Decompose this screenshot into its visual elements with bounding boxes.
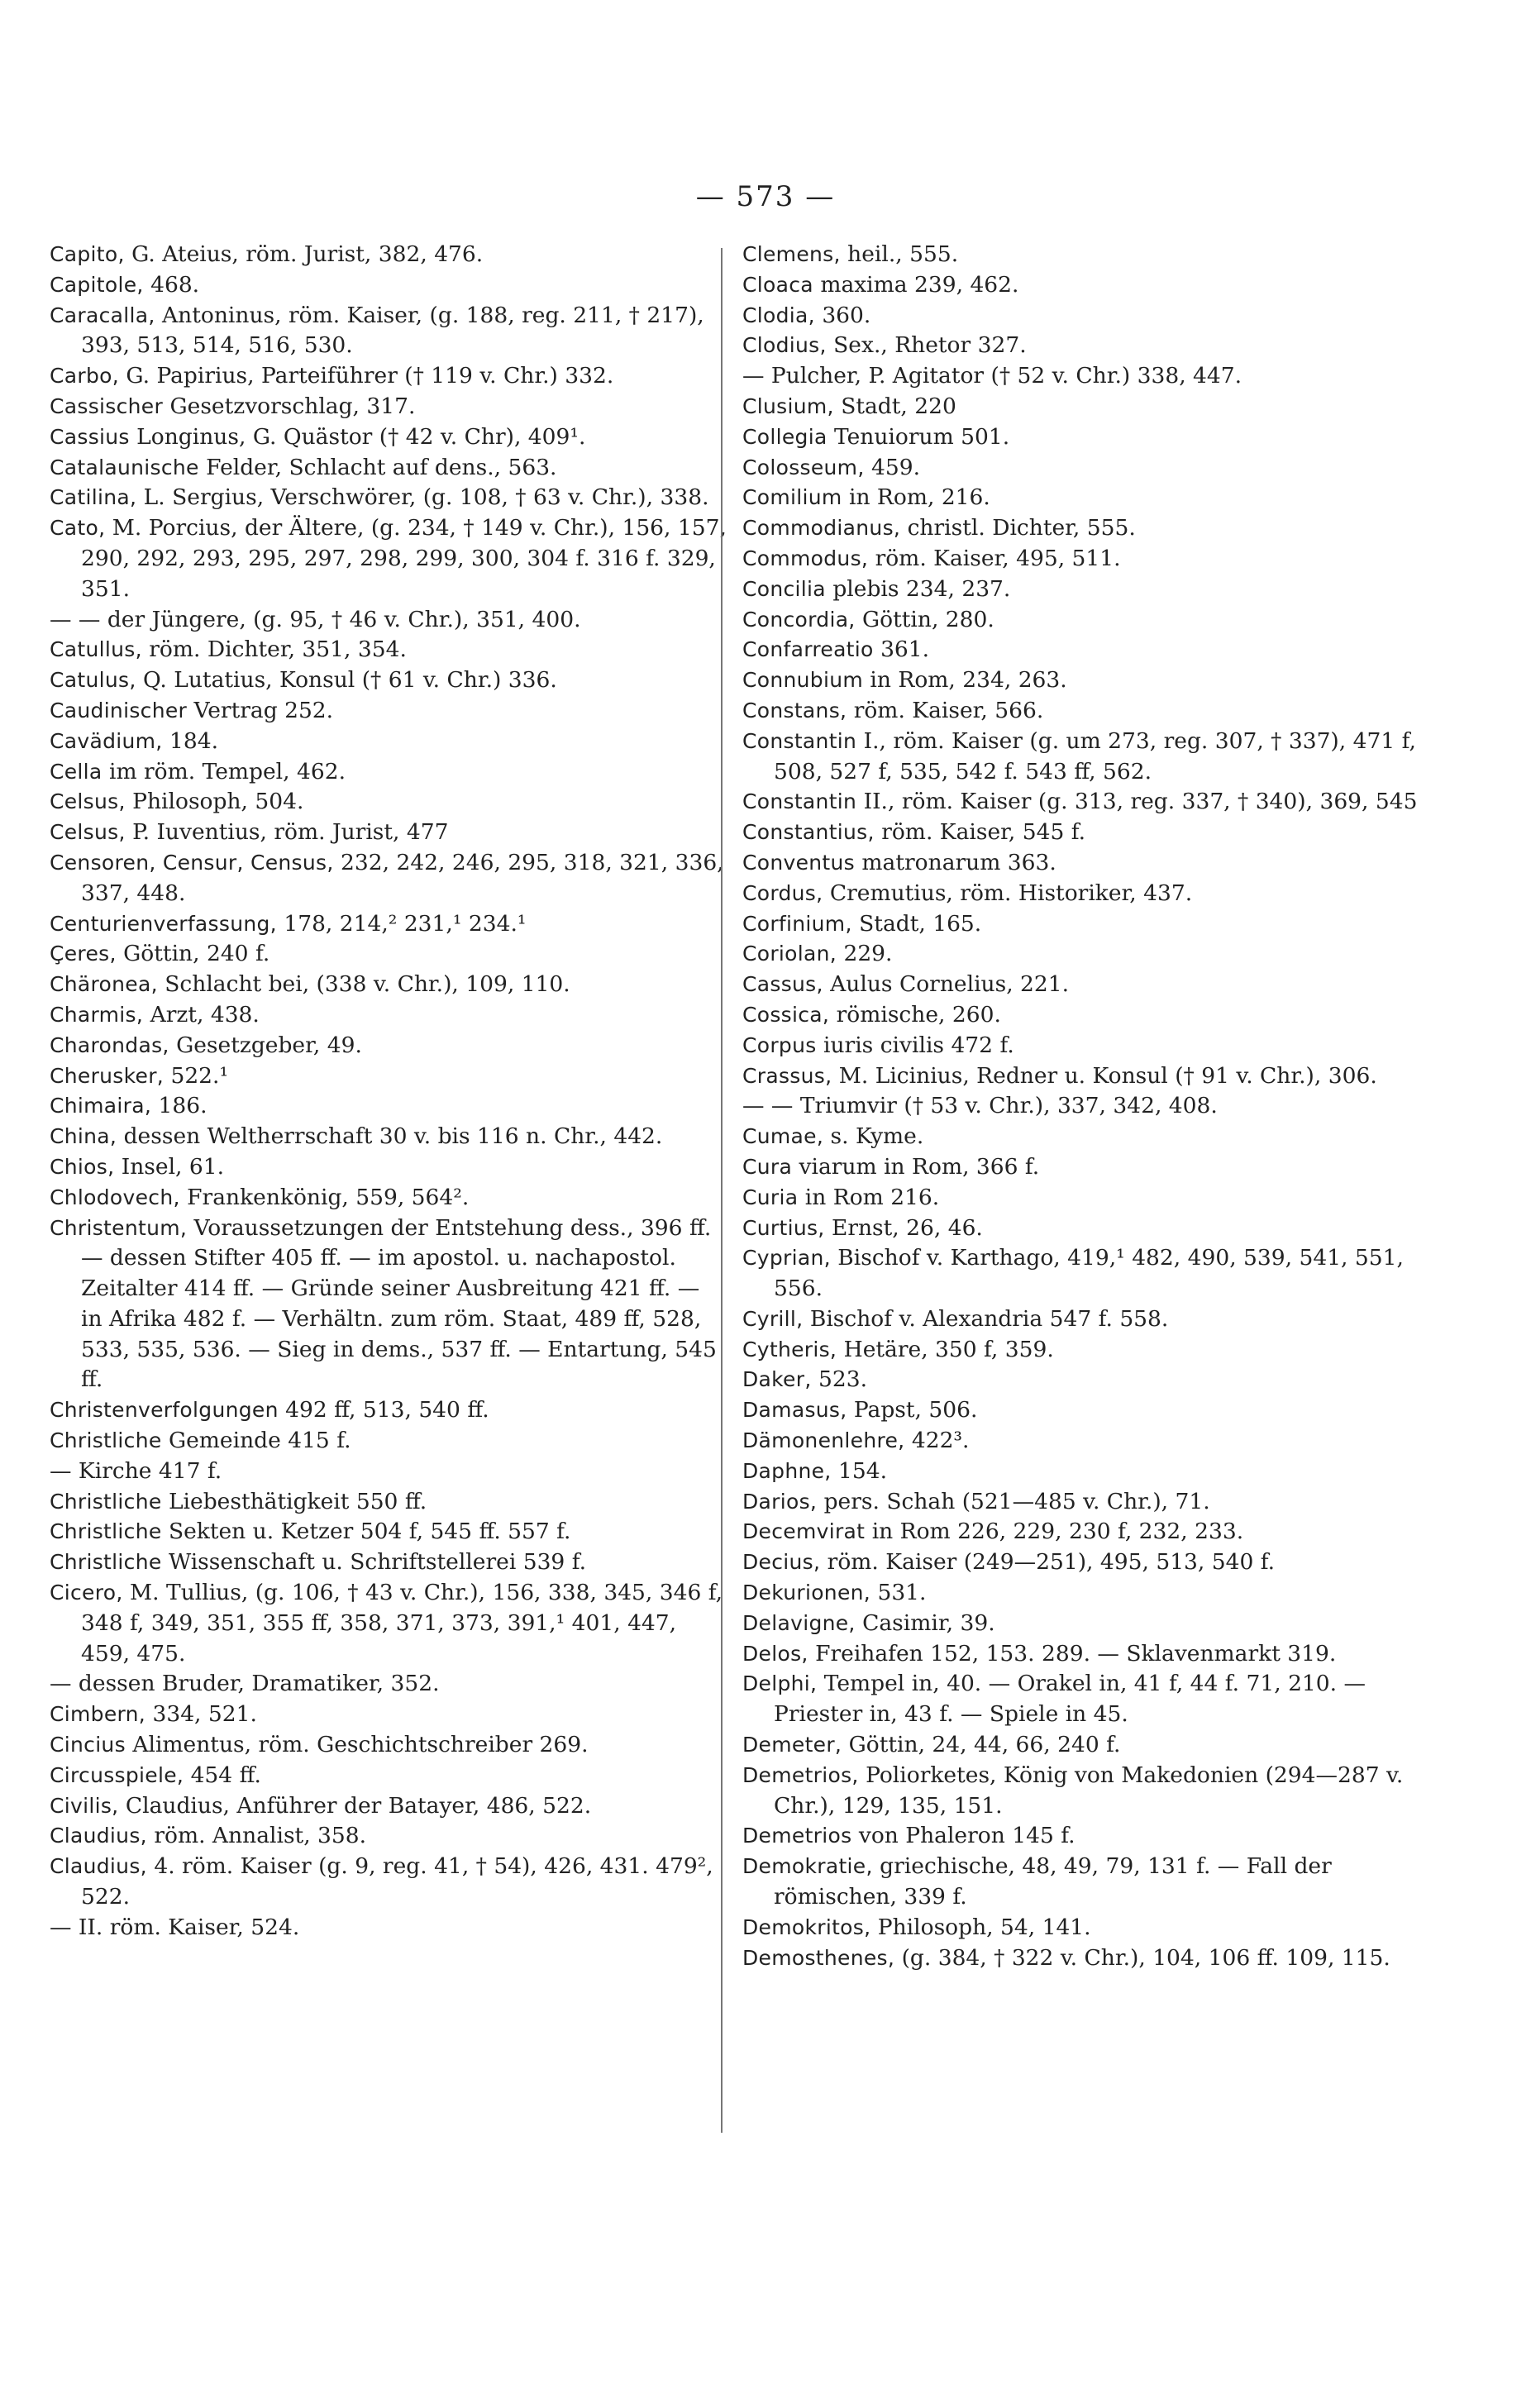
index-entry xyxy=(50,1061,727,1092)
index-entry-headword: Colosseum, xyxy=(742,455,865,479)
index-entry-references: Philosoph, 504. xyxy=(125,789,304,815)
index-entry-references: matronarum 363. xyxy=(855,849,1056,875)
index-entry xyxy=(50,696,727,727)
index-entry-headword: Civilis, xyxy=(50,1793,119,1818)
index-entry-headword: Demetrios xyxy=(742,1824,852,1848)
index-entry-headword: Cassus, xyxy=(742,972,823,997)
index-entry xyxy=(742,453,1420,484)
index-entry-references: Poliorketes, König von Makedonien (294—287 v. Chr.), 129, 135, 151. xyxy=(774,1762,1404,1819)
index-entry-headword: Dämonenlehre, xyxy=(742,1428,905,1453)
index-entry-references: 4. röm. Kaiser (g. 9, reg. 41, † 54), 426, 431. 479², 522. xyxy=(81,1853,713,1910)
index-entry-headword: Comilium xyxy=(742,485,842,510)
index-entry-headword: Dekurionen, xyxy=(742,1581,871,1605)
index-entry-references: Göttin, 24, 44, 66, 240 f. xyxy=(842,1732,1121,1758)
index-entry xyxy=(50,1091,727,1122)
index-entry-headword: Cassius xyxy=(50,424,130,449)
index-entry-references: 361. xyxy=(873,637,930,663)
index-entry-headword: Decemvirat xyxy=(742,1519,866,1544)
index-entry-references: Insel, 61. xyxy=(114,1153,225,1180)
index-entry-references: Stadt, 165. xyxy=(851,910,982,937)
index-entry xyxy=(742,818,1420,848)
index-entry-references: — Kirche 417 f. xyxy=(50,1457,222,1484)
index-entry-references: 360. xyxy=(814,302,871,328)
index-entry-headword: Cumae, xyxy=(742,1124,824,1149)
index-entry-references: von Phaleron 145 f. xyxy=(851,1823,1076,1849)
index-entry xyxy=(50,909,727,940)
index-entry xyxy=(50,270,727,301)
index-entry xyxy=(742,331,1420,361)
index-entry-headword: Constantin xyxy=(742,728,857,753)
index-entry-headword: Delos, xyxy=(742,1641,808,1666)
index-entry xyxy=(50,1457,727,1487)
index-entry xyxy=(50,513,727,604)
index-entry-references: röm. Annalist, 358. xyxy=(146,1823,367,1849)
index-entry-references: Bischof v. Karthago, 419,¹ 482, 490, 539, 541, 551, 556. xyxy=(774,1245,1404,1302)
index-entry-references: 232, 242, 246, 295, 318, 321, 336, 337, 448. xyxy=(81,849,724,906)
index-entry-references: pers. Schah (521—485 v. Chr.), 71. xyxy=(817,1488,1210,1514)
index-entry xyxy=(50,1547,727,1578)
index-entry xyxy=(742,939,1420,970)
index-entry-references: heil., 555. xyxy=(840,241,959,267)
index-entry xyxy=(50,1183,727,1214)
index-entry xyxy=(742,392,1420,422)
index-entry xyxy=(50,1152,727,1183)
index-entry-references: 454 ff. xyxy=(184,1762,261,1788)
index-entry-headword: Clemens, xyxy=(742,242,841,266)
index-entry-headword: Cassischer xyxy=(50,393,164,418)
index-entry-references: Sex., Rhetor 327. xyxy=(826,332,1027,359)
index-entry xyxy=(742,848,1420,879)
index-entry xyxy=(50,1426,727,1457)
index-entry-references: Q. Lutatius, Konsul († 61 v. Chr.) 336. xyxy=(136,667,557,694)
index-entry-references: viarum in Rom, 366 f. xyxy=(792,1153,1040,1180)
index-entry-references: 184. xyxy=(162,727,218,754)
index-entry-references: 523. xyxy=(811,1366,868,1393)
index-entry-headword: Demeter, xyxy=(742,1733,842,1757)
index-entry-headword: Demetrios, xyxy=(742,1762,859,1787)
index-entry xyxy=(742,513,1420,544)
index-entry xyxy=(50,635,727,665)
index-entry-references: Papst, 506. xyxy=(847,1397,978,1423)
index-entry xyxy=(50,970,727,1000)
index-entry-references: — — Triumvir († 53 v. Chr.), 337, 342, 408. xyxy=(742,1093,1218,1119)
index-entry-headword: Chios, xyxy=(50,1154,115,1179)
index-entry xyxy=(50,1730,727,1761)
index-entry-references: Alimentus, röm. Geschichtschreiber 269. xyxy=(125,1732,589,1758)
index-entry xyxy=(742,1578,1420,1609)
index-entry xyxy=(50,1395,727,1426)
index-entry-references: 229. xyxy=(837,941,893,967)
index-entry-headword: Christliche xyxy=(50,1489,162,1514)
index-entry-headword: Delavigne, xyxy=(742,1610,856,1635)
index-entry xyxy=(50,727,727,757)
index-entry-references: — dessen Bruder, Dramatiker, 352. xyxy=(50,1671,440,1697)
index-entry-headword: Chäronea, xyxy=(50,972,158,997)
index-entry xyxy=(50,240,727,270)
index-entry-headword: Censoren, Censur, Census, xyxy=(50,850,334,875)
index-entry-references: Casimir, 39. xyxy=(855,1609,995,1636)
index-entry-headword: Centurienverfassung, xyxy=(50,911,277,936)
index-entry-headword: Demokritos, xyxy=(742,1914,871,1939)
index-entry xyxy=(742,727,1420,788)
index-entry-headword: Cloaca xyxy=(742,272,813,297)
index-entry-references: röm. Kaiser, 566. xyxy=(847,697,1044,723)
index-entry xyxy=(50,1669,727,1700)
index-entry-references: G. Ateius, röm. Jurist, 382, 476. xyxy=(124,241,484,267)
index-entry xyxy=(742,301,1420,331)
index-entry-references: 334, 521. xyxy=(145,1701,257,1728)
index-entry-headword: Cyrill, xyxy=(742,1306,804,1331)
index-entry-headword: Coriolan, xyxy=(742,942,837,966)
index-entry-references: Cremutius, röm. Historiker, 437. xyxy=(823,880,1193,906)
index-entry-headword: Carbo, xyxy=(50,364,119,389)
index-entry-headword: Connubium xyxy=(742,668,863,693)
index-entry xyxy=(742,1943,1420,1974)
index-entry-references: 459. xyxy=(864,454,921,480)
index-entry-headword: Corpus xyxy=(742,1032,817,1057)
index-entry-headword: Cherusker, xyxy=(50,1063,165,1088)
index-entry-references: Freihafen 152, 153. 289. — Sklavenmarkt 319. xyxy=(808,1640,1337,1667)
index-entry xyxy=(50,1578,727,1669)
column-divider xyxy=(721,248,723,2133)
index-entry xyxy=(742,1152,1420,1183)
index-entry xyxy=(50,1487,727,1518)
index-entry-headword: Çeres, xyxy=(50,942,117,966)
index-entry xyxy=(742,1761,1420,1822)
index-entry xyxy=(742,1639,1420,1670)
index-entry-references: Voraussetzungen der Entstehung dess., 396 ff. — dessen Stifter 405 ff. — im apostol. u. nachapostol. Zeitalter 414 ff. — Gründe seiner Ausbreitung 421 ff. — in Afrika 482 f. — Verhältn. zum röm. Staat, 489 ff, 528, 533, 535, 536. — Sieg in dems., 537 ff. — Entartung, 545 ff. xyxy=(81,1214,717,1393)
index-entry xyxy=(742,575,1420,605)
index-entry-headword: Constantius, xyxy=(742,820,875,845)
index-entry-headword: Cato, xyxy=(50,516,106,541)
index-entry-headword: Catilina, xyxy=(50,485,137,510)
index-entry-references: I., röm. Kaiser (g. um 273, reg. 307, † 337), 471 f, 508, 527 f, 535, 542 f. 543 ff, 562. xyxy=(774,727,1416,784)
index-entry-headword: Darios, xyxy=(742,1489,818,1514)
index-entry-references: Liebesthätigkeit 550 ff. xyxy=(161,1488,427,1514)
index-entry xyxy=(50,1122,727,1152)
index-entry xyxy=(742,1031,1420,1061)
index-entry xyxy=(50,939,727,970)
index-entry xyxy=(50,818,727,848)
index-entry-headword: Cordus, xyxy=(742,880,823,905)
index-entry-headword: Charmis, xyxy=(50,1002,144,1027)
page-number: — 573 — xyxy=(695,180,836,213)
index-entry-references: röm. Dichter, 351, 354. xyxy=(141,637,407,663)
index-entry-references: 468. xyxy=(143,271,200,298)
index-entry-references: maxima 239, 462. xyxy=(813,271,1019,298)
index-entry xyxy=(50,665,727,696)
index-entry-headword: Circusspiele, xyxy=(50,1762,184,1787)
index-entry-references: Hetäre, 350 f, 359. xyxy=(837,1336,1054,1362)
index-entry-references: Gesetzgeber, 49. xyxy=(169,1032,362,1058)
index-entry xyxy=(50,1852,727,1913)
index-entry-headword: Curtius, xyxy=(742,1215,825,1240)
index-entry xyxy=(742,1821,1420,1852)
index-entry xyxy=(742,270,1420,301)
index-entry-headword: Clusium, xyxy=(742,393,834,418)
index-entry-headword: Concordia, xyxy=(742,607,856,632)
index-entry-references: in Rom 216. xyxy=(798,1184,940,1210)
index-entry-headword: Commodianus, xyxy=(742,516,901,541)
index-entry-references: — — der Jüngere, (g. 95, † 46 v. Chr.), 351, 400. xyxy=(50,606,581,632)
index-entry xyxy=(742,665,1420,696)
index-entry-headword: Cavädium, xyxy=(50,728,163,753)
index-entry-references: — II. röm. Kaiser, 524. xyxy=(50,1914,300,1940)
index-entry-references: röm. Kaiser, 495, 511. xyxy=(868,545,1121,571)
index-entry-references: s. Kyme. xyxy=(823,1123,924,1150)
index-entry-references: G. Papirius, Parteiführer († 119 v. Chr.) 332. xyxy=(118,363,614,389)
index-entry-headword: Caudinischer xyxy=(50,698,188,722)
index-entry-references: Stadt, 220 xyxy=(833,393,956,419)
index-entry-headword: Claudius, xyxy=(50,1824,147,1848)
index-entry-references: iuris civilis 472 f. xyxy=(816,1032,1014,1058)
index-entry xyxy=(742,1335,1420,1366)
index-entry-headword: Celsus, xyxy=(50,820,126,845)
index-entry-references: 186. xyxy=(151,1093,207,1119)
index-entry xyxy=(742,1091,1420,1122)
index-entry-headword: Decius, xyxy=(742,1550,821,1575)
index-entry-references: Ernst, 26, 46. xyxy=(824,1214,983,1241)
index-entry xyxy=(742,605,1420,636)
index-entry xyxy=(742,1183,1420,1214)
index-entry-headword: China, xyxy=(50,1124,117,1149)
index-entry-headword: Claudius, xyxy=(50,1854,147,1879)
index-entry-headword: Constans, xyxy=(742,698,847,722)
index-entry-headword: Christenverfolgungen xyxy=(50,1398,279,1423)
index-entry-references: Tempel in, 40. — Orakel in, 41 f, 44 f. 71, 210. — Priester in, 43 f. — Spiele in 45. xyxy=(774,1671,1366,1728)
index-entry-references: Vertrag 252. xyxy=(187,697,334,723)
index-entry xyxy=(50,483,727,513)
index-entry-references: Tenuiorum 501. xyxy=(827,423,1010,450)
index-entry xyxy=(742,696,1420,727)
index-entry xyxy=(50,848,727,909)
index-entry-headword: Chlodovech, xyxy=(50,1185,180,1209)
index-entry-headword: Cimbern, xyxy=(50,1702,146,1727)
index-entry-headword: Daker, xyxy=(742,1367,812,1392)
index-entry-headword: Capitole, xyxy=(50,272,144,297)
index-entry xyxy=(50,1000,727,1031)
index-entry-headword: Christliche xyxy=(50,1519,162,1544)
index-entry xyxy=(50,392,727,422)
index-entry-headword: Christliche xyxy=(50,1428,162,1453)
index-entry xyxy=(742,635,1420,665)
index-entry-headword: Conventus xyxy=(742,850,855,875)
index-entry-references: Philosoph, 54, 141. xyxy=(870,1914,1091,1940)
index-entry-references: Schlacht bei, (338 v. Chr.), 109, 110. xyxy=(157,971,570,998)
index-entry xyxy=(742,1730,1420,1761)
index-entry xyxy=(742,1304,1420,1335)
index-entry-headword: Christliche xyxy=(50,1550,162,1575)
index-entry-references: M. Licinius, Redner u. Konsul († 91 v. Chr.), 306. xyxy=(832,1062,1377,1089)
index-entry xyxy=(742,787,1420,818)
index-entry-headword: Cicero, xyxy=(50,1581,123,1605)
index-entry-references: M. Porcius, der Ältere, (g. 234, † 149 v. Chr.), 156, 157, 290, 292, 293, 295, 297, 298, 299, 300, 304 f. 316 f. 329, 351. xyxy=(81,515,727,602)
index-entry xyxy=(50,757,727,788)
index-entry xyxy=(50,301,727,362)
index-entry-headword: Catullus, xyxy=(50,637,142,662)
index-entry xyxy=(50,361,727,392)
index-entry-headword: Delphi, xyxy=(742,1671,818,1696)
index-entry-references: Gemeinde 415 f. xyxy=(161,1428,351,1454)
index-entry-references: griechische, 48, 49, 79, 131 f. — Fall der römischen, 339 f. xyxy=(774,1853,1332,1910)
index-entry-headword: Catalaunische xyxy=(50,455,199,479)
index-entry-references: Felder, Schlacht auf dens., 563. xyxy=(198,454,557,480)
index-entry xyxy=(50,1821,727,1852)
index-entry xyxy=(742,1426,1420,1457)
index-entry-headword: Celsus, xyxy=(50,789,126,814)
index-entry-references: Antoninus, röm. Kaiser, (g. 188, reg. 211, † 217), 393, 513, 514, 516, 530. xyxy=(81,302,704,359)
index-entry-references: Gesetzvorschlag, 317. xyxy=(163,393,416,419)
index-entry-references: M. Tullius, (g. 106, † 43 v. Chr.), 156, 338, 345, 346 f, 348 f, 349, 351, 355 ff, 358, 371, 373, 391,¹ 401, 447, 459, 475. xyxy=(81,1580,723,1667)
index-entry xyxy=(742,970,1420,1000)
index-entry-headword: Clodius, xyxy=(742,333,827,358)
index-column-left xyxy=(50,240,727,1943)
index-entry xyxy=(742,879,1420,909)
index-entry xyxy=(742,422,1420,453)
index-entry-references: in Rom 226, 229, 230 f, 232, 233. xyxy=(865,1519,1244,1545)
index-entry xyxy=(50,1791,727,1822)
index-entry-references: Longinus, G. Quästor († 42 v. Chr), 409¹. xyxy=(129,423,586,450)
index-entry-headword: Caracalla, xyxy=(50,303,155,327)
index-entry-headword: Christentum, xyxy=(50,1215,188,1240)
index-entry-headword: Catulus, xyxy=(50,668,136,693)
index-entry-headword: Cytheris, xyxy=(742,1337,837,1361)
index-entry xyxy=(742,1243,1420,1304)
index-entry-headword: Curia xyxy=(742,1185,799,1209)
index-entry-references: P. Iuventius, röm. Jurist, 477 xyxy=(125,819,449,846)
index-entry xyxy=(50,453,727,484)
index-entry-references: 178, 214,² 231,¹ 234.¹ xyxy=(276,910,527,937)
index-entry xyxy=(742,1000,1420,1031)
index-entry xyxy=(742,544,1420,575)
index-entry-references: 422³. xyxy=(904,1428,970,1454)
index-entry-references: Aulus Cornelius, 221. xyxy=(823,971,1070,998)
index-entry-headword: Charondas, xyxy=(50,1032,169,1057)
index-entry xyxy=(50,605,727,636)
index-entry xyxy=(742,1395,1420,1426)
index-entry-references: Bischof v. Alexandria 547 f. 558. xyxy=(803,1305,1169,1332)
index-entry xyxy=(742,909,1420,940)
index-entry-references: 531. xyxy=(870,1580,927,1606)
index-entry-references: 522.¹ xyxy=(164,1062,229,1089)
index-entry-references: — Pulcher, P. Agitator († 52 v. Chr.) 338, 447. xyxy=(742,363,1242,389)
index-entry-references: Claudius, Anführer der Batayer, 486, 522. xyxy=(118,1792,592,1819)
index-entry xyxy=(742,1487,1420,1518)
index-entry-headword: Demosthenes, xyxy=(742,1945,895,1970)
index-entry-headword: Chimaira, xyxy=(50,1094,152,1118)
index-entry xyxy=(50,1517,727,1547)
index-column-right xyxy=(742,240,1420,1973)
index-entry-headword: Corfinium, xyxy=(742,911,852,936)
index-entry xyxy=(742,1852,1420,1913)
index-entry xyxy=(742,1913,1420,1943)
index-entry-references: in Rom, 234, 263. xyxy=(863,667,1067,694)
index-entry xyxy=(742,1365,1420,1395)
index-entry-references: in Rom, 216. xyxy=(842,484,990,511)
index-entry xyxy=(50,1214,727,1396)
index-entry-references: L. Sergius, Verschwörer, (g. 108, † 63 v. Chr.), 338. xyxy=(136,484,709,511)
index-entry-references: Göttin, 240 f. xyxy=(116,941,270,967)
index-entry xyxy=(50,787,727,818)
index-entry-headword: Cyprian, xyxy=(742,1246,831,1271)
index-entry-references: röm. Kaiser, 545 f. xyxy=(874,819,1086,846)
index-entry xyxy=(742,1214,1420,1244)
index-entry-headword: Crassus, xyxy=(742,1063,832,1088)
index-entry xyxy=(742,361,1420,392)
index-entry xyxy=(742,483,1420,513)
index-entry-references: (g. 384, † 322 v. Chr.), 104, 106 ff. 109, 115. xyxy=(894,1944,1390,1971)
index-entry-references: II., röm. Kaiser (g. 313, reg. 337, † 340), 369, 545 xyxy=(856,789,1418,815)
index-entry-headword: Capito, xyxy=(50,242,125,266)
index-entry-references: 154. xyxy=(831,1457,887,1484)
index-entry-references: röm. Kaiser (249—251), 495, 513, 540 f. xyxy=(820,1549,1276,1576)
index-entry-references: römische, 260. xyxy=(829,1001,1001,1028)
index-entry-references: Frankenkönig, 559, 564². xyxy=(179,1184,470,1210)
index-entry-headword: Daphne, xyxy=(742,1458,832,1483)
index-entry xyxy=(742,1547,1420,1578)
index-entry-headword: Constantin xyxy=(742,789,857,814)
index-entry xyxy=(50,1031,727,1061)
index-entry-references: Sekten u. Ketzer 504 f, 545 ff. 557 f. xyxy=(161,1519,571,1545)
index-entry-headword: Demokratie, xyxy=(742,1854,873,1879)
index-entry-headword: Cincius xyxy=(50,1733,126,1757)
index-entry-headword: Commodus, xyxy=(742,546,869,570)
index-entry-headword: Damasus, xyxy=(742,1398,847,1423)
index-entry xyxy=(742,1517,1420,1547)
index-entry-references: im röm. Tempel, 462. xyxy=(102,758,346,784)
index-entry-references: christl. Dichter, 555. xyxy=(900,515,1136,541)
index-entry-headword: Cella xyxy=(50,759,103,784)
index-entry-headword: Collegia xyxy=(742,424,828,449)
index-entry-references: dessen Weltherrschaft 30 v. bis 116 n. Chr., 442. xyxy=(117,1123,663,1150)
index-entry xyxy=(742,1669,1420,1730)
index-entry-references: Göttin, 280. xyxy=(855,606,994,632)
index-entry-references: plebis 234, 237. xyxy=(825,575,1011,602)
index-entry xyxy=(742,1609,1420,1639)
index-entry xyxy=(742,1457,1420,1487)
index-entry-references: 492 ff, 513, 540 ff. xyxy=(278,1397,489,1423)
index-entry xyxy=(50,422,727,453)
index-entry xyxy=(50,1913,727,1943)
index-entry-headword: Concilia xyxy=(742,576,826,601)
index-entry-references: Wissenschaft u. Schriftstellerei 539 f. xyxy=(161,1549,587,1576)
index-entry-headword: Clodia, xyxy=(742,303,815,327)
index-entry-references: Arzt, 438. xyxy=(143,1001,260,1028)
index-entry-headword: Cossica, xyxy=(742,1002,830,1027)
index-entry-headword: Confarreatio xyxy=(742,637,874,662)
index-entry xyxy=(50,1700,727,1730)
index-entry xyxy=(50,1761,727,1791)
index-entry xyxy=(742,240,1420,270)
index-entry xyxy=(742,1061,1420,1092)
index-entry xyxy=(742,1122,1420,1152)
index-entry-headword: Cura xyxy=(742,1154,793,1179)
